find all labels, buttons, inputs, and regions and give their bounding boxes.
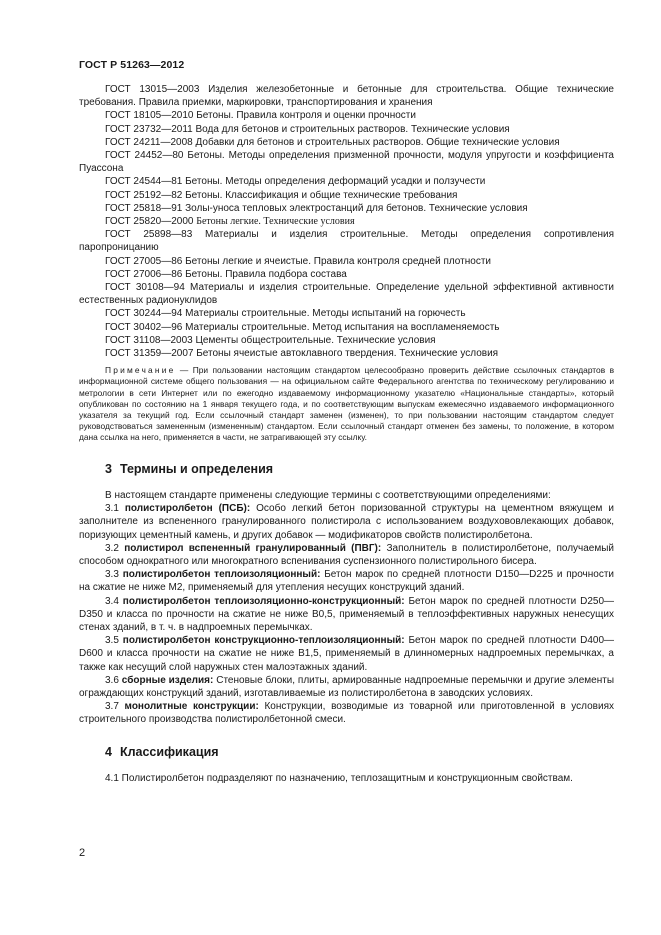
section-intro: В настоящем стандарте применены следующие термины с соответствующими определениями:: [105, 489, 551, 501]
term-text: Особо легкий бетон поризованной структуры на цементном вяжущем и заполнителе из вспененного гранулированного полистирола с использованием воздухововлекающих добавок, поризующих цементный камень, и других добавок — модификаторов свойств полистиролбетона.: [79, 503, 614, 541]
term-number: 3.2: [105, 542, 119, 554]
term-name: полистиролбетон конструкционно-теплоизоляционный:: [122, 635, 405, 647]
term-text: Бетон марок по средней плотности D150—D225 и прочности на сжатие не ниже М2, применяемый для утепления несущих конструкций зданий.: [79, 569, 614, 594]
reference-item: ГОСТ 30108—94 Материалы и изделия строительные. Определение удельной эффективной активности естественных радионуклидов: [79, 282, 614, 307]
term-text: Конструкции, возводимые из товарной или приготовленной в условиях строительного производства полистиролбетонной смеси.: [79, 701, 614, 726]
reference-item: ГОСТ 30244—94 Материалы строительные. Методы испытаний на горючесть: [105, 308, 466, 320]
term-name: полистирол вспененный гранулированный (ПВГ):: [124, 542, 382, 554]
section-title: Термины и определения: [119, 461, 274, 476]
term-name: полистиролбетон теплоизоляционно-конструкционный:: [122, 595, 405, 607]
reference-item: ГОСТ 24211—2008 Добавки для бетонов и строительных растворов. Общие технические условия: [105, 136, 560, 148]
reference-item: [79, 215, 614, 228]
term-text: Стеновые блоки, плиты, армированные надпроемные перемычки и другие элементы ограждающих конструкций зданий, изготавливаемые из полистиролбетона в заводских условиях.: [79, 674, 615, 699]
term-text: Бетон марок по средней плотности D250—D350 и класса по прочности на сжатие не ниже В0,5, применяемый в теплоэффективных наружных ненесущих стенах зданий, в т. ч. в надпроемных перемычках.: [79, 595, 615, 633]
term-name: полистиролбетон теплоизоляционный:: [122, 569, 321, 581]
reference-item: ГОСТ 18105—2010 Бетоны. Правила контроля и оценки прочности: [105, 110, 416, 122]
term-definition: [79, 674, 614, 700]
reference-item: ГОСТ 27005—86 Бетоны легкие и ячеистые. Правила контроля средней плотности: [105, 255, 491, 267]
reference-item: ГОСТ 25818—91 Золы-уноса тепловых электростанций для бетонов. Технические условия: [105, 202, 528, 214]
section-number: 4: [105, 744, 112, 759]
reference-code: ГОСТ 25820—2000: [105, 216, 194, 228]
section-number: 3: [105, 461, 112, 476]
reference-item: ГОСТ 31108—2003 Цементы общестроительные. Технические условия: [105, 334, 436, 346]
document-header: ГОСТ Р 51263—2012: [79, 59, 185, 71]
section-title: Классификация: [119, 744, 219, 759]
reference-item: ГОСТ 24452—80 Бетоны. Методы определения призменной прочности, модуля упругости и коэффициента Пуассона: [79, 150, 614, 175]
reference-item: ГОСТ 24544—81 Бетоны. Методы определения деформаций усадки и ползучести: [105, 176, 486, 188]
reference-item: ГОСТ 27006—86 Бетоны. Правила подбора состава: [105, 268, 347, 280]
term-number: 3.5: [105, 635, 119, 647]
term-text: Заполнитель в полистиролбетоне, получаемый способом однократного или многократного вспенивания суспензионного полистирольного бисера.: [79, 542, 615, 567]
section-heading: [105, 463, 614, 476]
section-heading: [105, 746, 614, 759]
reference-item: ГОСТ 25192—82 Бетоны. Классификация и общие технические требования: [105, 189, 458, 201]
term-definition: [79, 700, 614, 726]
reference-item: ГОСТ 31359—2007 Бетоны ячеистые автоклавного твердения. Технические условия: [105, 348, 499, 360]
reference-item: ГОСТ 25898—83 Материалы и изделия строительные. Методы определения сопротивления паропроницанию: [79, 229, 614, 254]
term-definition: [79, 568, 614, 594]
term-name: монолитные конструкции:: [124, 701, 259, 713]
reference-title: Бетоны легкие. Технические условия: [196, 216, 355, 228]
term-name: сборные изделия:: [121, 674, 214, 686]
term-number: 3.4: [105, 595, 119, 607]
term-number: 3.1: [105, 503, 119, 515]
term-name: полистиролбетон (ПСБ):: [124, 503, 251, 515]
term-number: 3.6: [105, 674, 119, 686]
reference-item: ГОСТ 30402—96 Материалы строительные. Метод испытания на воспламеняемость: [105, 321, 500, 333]
term-definition: [79, 542, 614, 568]
reference-item: ГОСТ 23732—2011 Вода для бетонов и строительных растворов. Технические условия: [105, 123, 510, 135]
term-number: 3.7: [105, 701, 119, 713]
term-definition: [79, 502, 614, 542]
note-label: Примечание: [105, 365, 176, 376]
references-list: [79, 83, 614, 360]
term-number: 3.3: [105, 569, 119, 581]
note: [79, 365, 614, 443]
term-text: Бетон марок по средней плотности D400—D600 и класса прочности на сжатие не ниже В1,5, применяемый в длинномерных надпроемных перемычках, а также как несущий слой наружных стен малоэтажных зданий.: [79, 635, 615, 673]
term-definition: [79, 634, 614, 674]
page-content: [79, 83, 614, 785]
section-paragraph: 4.1 Полистиролбетон подразделяют по назначению, теплозащитным и конструкционным свойствам.: [105, 772, 573, 784]
term-definition: [79, 595, 614, 635]
reference-item: ГОСТ 13015—2003 Изделия железобетонные и бетонные для строительства. Общие технические требования. Правила приемки, маркировки, транспортирования и хранения: [79, 84, 614, 109]
page-number: 2: [79, 847, 86, 859]
note-text: — При пользовании настоящим стандартом целесообразно проверить действие ссылочных стандартов в информационной системе общего пользования — на официальном сайте Федерального агентства по техническому регулированию и метрологии в сети Интернет или по ежегодно издаваемому информационному указателю «Национальные стандарты», который опубликован по состоянию на 1 января текущего года, и по соответствующим выпускам ежемесячно издаваемого информационного указателя за текущий год. Если ссылочный стандарт заменен (изменен), то при пользовании настоящим стандартом следует руководствоваться замененным (измененным) стандартом. Если ссылочный стандарт отменен без замены, то положение, в котором дана ссылка на него, применяется в части, не затрагивающей эту ссылку.: [79, 365, 615, 443]
